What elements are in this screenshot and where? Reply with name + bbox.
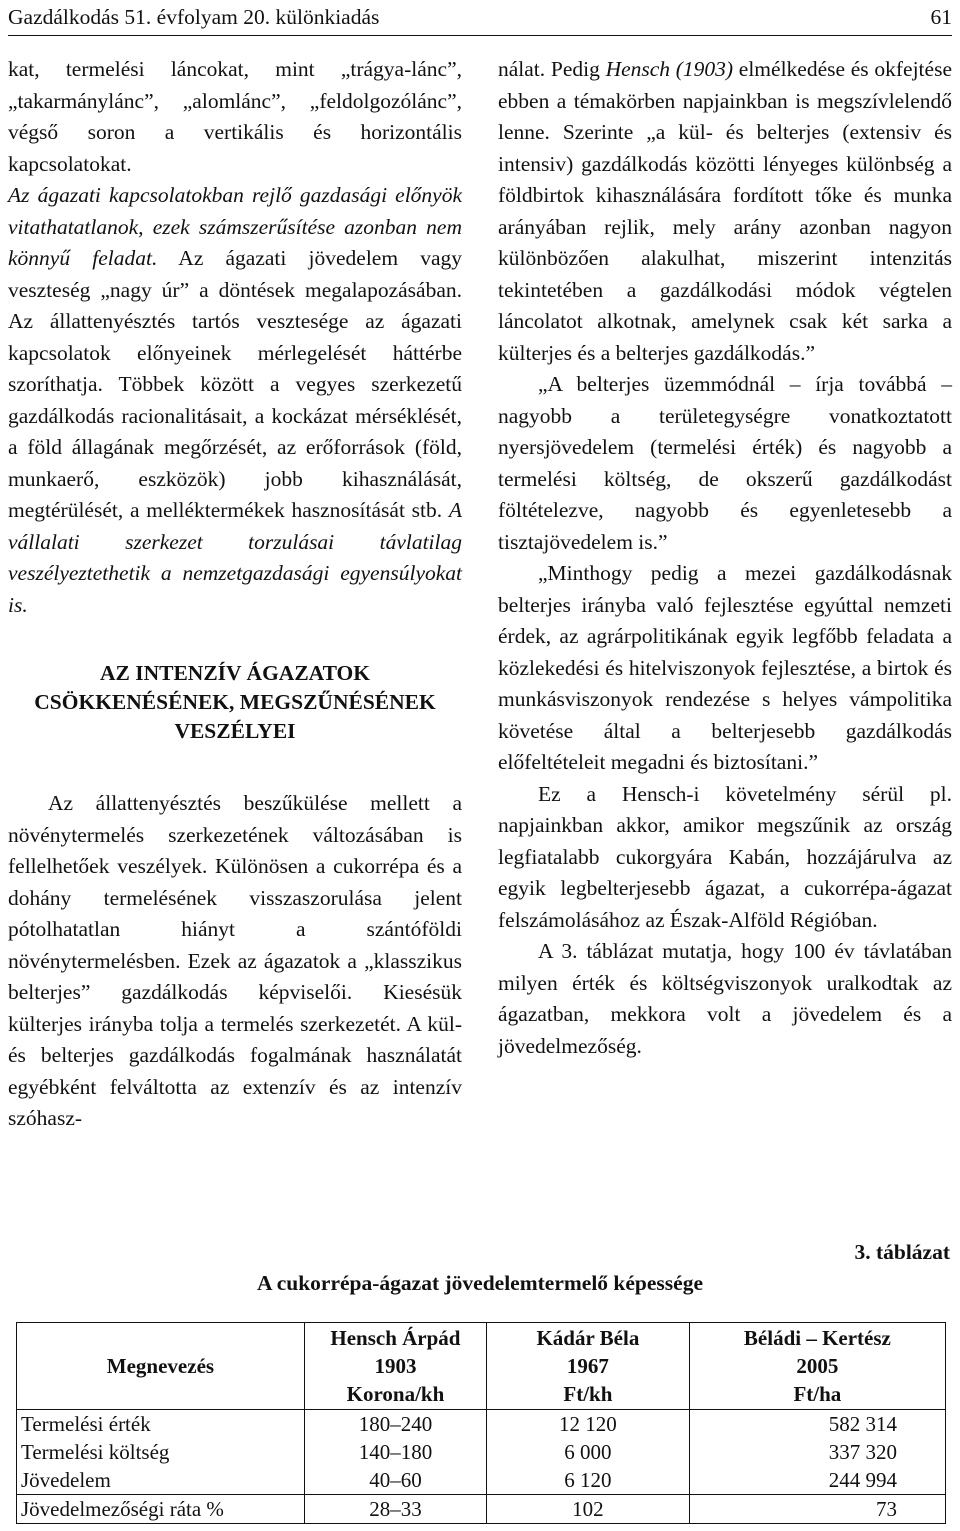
table-number: 3. táblázat	[854, 1240, 950, 1264]
left-p1-italic: Az ágazati kapcsolatokban rejlő gazdasági előnyök vitathatatlanok, ezek számszerűsítése azonban nem könnyű feladat.	[8, 183, 462, 270]
header-hensch	[304, 1323, 486, 1410]
cell-kadar: 12 120	[487, 1410, 690, 1439]
cell-hensch: 40–60	[304, 1466, 486, 1495]
cell-beladi: 582 314	[689, 1410, 945, 1439]
header-hensch-unit: Korona/kh	[346, 1382, 445, 1406]
right-p1-a: nálat. Pedig	[498, 57, 606, 81]
header-beladi	[689, 1323, 945, 1410]
cell-hensch: 180–240	[304, 1410, 486, 1439]
left-column	[8, 54, 462, 1135]
left-p1-italic-end: A vállalati szerkezet torzulásai távlatilag veszélyeztethetik a nemzetgazdasági egyensúlyokat is.	[8, 498, 463, 617]
left-p1-rest: Az ágazati jövedelem vagy veszteség „nagy úr” a döntések megalapozásában. Az állattenyésztés tartós vesztesége az ágazati kapcsolatok előnyeinek mérlegelését háttérbe szoríthatja. Többek között a vegyes szerkezetű gazdálkodás racionalitásait, a kockázat mérséklését, a föld állagának megőrzését, az erőforrások (föld, munkaerő, eszközök) jobb kihasználását, megtérülését, a melléktermékek hasznosítását stb.	[8, 246, 462, 522]
right-paragraph-4: Ez a Hensch-i követelmény sérül pl. napjainkban akkor, amikor megszűnik az ország legfiatalabb cukorgyára Kabán, hozzájárulva az egyik legbelterjesebb ágazat, a cukorrépa-ágazat felszámolásához az Észak-Alföld Régióban.	[498, 781, 952, 932]
header-kadar-name: Kádár Béla	[536, 1326, 640, 1350]
cell-beladi: 73	[689, 1495, 945, 1524]
header-hensch-name: Hensch Árpád	[330, 1326, 461, 1350]
cell-hensch: 140–180	[304, 1438, 486, 1466]
cell-beladi: 244 994	[689, 1466, 945, 1495]
row-label: Jövedelem	[17, 1466, 305, 1495]
cell-hensch: 28–33	[304, 1495, 486, 1524]
header-beladi-year: 2005	[796, 1354, 839, 1378]
left-paragraph-1	[8, 54, 462, 621]
right-p1-b: elmélkedése és okfejtése ebben a témakörben napjainkban is megszívlelendő lenne. Szerinte „a kül- és belterjes (extensiv és intensiv) gazdálkodás közötti lényeges különbség a földbirtok kihasználására fordított tőke és munka arányában rejlik, mely arány azonban nagyon különbözően alakulhat, miszerint intenzitás tekintetében a gazdálkodási módok végtelen láncolatot alkotnak, amelynek csak két sarka a külterjes és a belterjes gazdálkodás.”	[498, 57, 952, 365]
table-row	[17, 1438, 946, 1466]
right-column	[498, 54, 952, 1062]
section-title: AZ INTENZÍV ÁGAZATOK CSÖKKENÉSÉNEK, MEGSZŰNÉSÉNEK VESZÉLYEI	[34, 661, 436, 743]
cell-kadar: 6 000	[487, 1438, 690, 1466]
right-p1-citation: Hensch (1903)	[605, 57, 734, 81]
right-paragraph-3: „Minthogy pedig a mezei gazdálkodásnak belterjes irányba való fejlesztése egyúttal nemzeti érdek, az agrárpolitikának egyik legfőbb feladata a közlekedési és hitelviszonyok fejlesztése, a birtok és munkásviszonyok rendezése s helyes vámpolitika követése által a belterjesebb gazdálkodás előfeltételeit megadni és biztosítani.”	[498, 561, 952, 774]
row-label: Termelési érték	[17, 1410, 305, 1439]
data-table	[16, 1322, 946, 1524]
right-paragraph-2: „A belterjes üzemmódnál – írja továbbá – nagyobb a területegységre vonatkoztatott nyersjövedelem (termelési érték) és nagyobb a termelési költség, de okszerű gazdálkodást föltételezve, nagyobb és egyenletesebb a tisztajövedelem is.”	[498, 372, 952, 554]
cell-kadar: 102	[487, 1495, 690, 1524]
header-kadar	[487, 1323, 690, 1410]
row-label: Jövedelmezőségi ráta %	[17, 1495, 305, 1524]
table-title: A cukorrépa-ágazat jövedelemtermelő képessége	[257, 1271, 703, 1295]
table-row	[17, 1410, 946, 1439]
header-hensch-year: 1903	[374, 1354, 417, 1378]
left-paragraph-2: Az állattenyésztés beszűkülése mellett a növénytermelés szerkezetének változásában is fellelhetőek veszélyek. Különösen a cukorrépa és a dohány termelésének visszaszorulása jelent pótolhatatlan hiányt a szántóföldi növénytermelésben. Ezek az ágazatok a „klasszikus belterjes” gazdálkodás képviselői. Kiesésük külterjes irányba tolja a termelés szerkezetét. A kül- és belterjes gazdálkodás fogalmának használatát egyébként felváltotta az extenzív és az intenzív szóhasz-	[8, 791, 462, 1130]
cell-beladi: 337 320	[689, 1438, 945, 1466]
table-row	[17, 1466, 946, 1495]
journal-title: Gazdálkodás 51. évfolyam 20. különkiadás	[8, 5, 380, 29]
header-kadar-unit: Ft/kh	[563, 1382, 613, 1406]
header-kadar-year: 1967	[566, 1354, 609, 1378]
table-row	[17, 1495, 946, 1524]
page-number: 61	[930, 5, 952, 29]
page-header	[8, 2, 952, 32]
header-beladi-unit: Ft/ha	[793, 1382, 842, 1406]
row-label: Termelési költség	[17, 1438, 305, 1466]
left-p1-text: kat, termelési láncokat, mint „trágya-lánc”, „takarmánylánc”, „alomlánc”, „feldolgozólánc”, végső soron a vertikális és horizontális kapcsolatokat.	[8, 57, 462, 176]
right-paragraph-5: A 3. táblázat mutatja, hogy 100 év távlatában milyen érték és költségviszonyok uralkodtak az ágazatban, mekkora volt a jövedelem és a jövedelmezőség.	[498, 939, 952, 1058]
cell-kadar: 6 120	[487, 1466, 690, 1495]
right-paragraph-1	[498, 54, 952, 369]
table-header-row	[17, 1323, 946, 1410]
header-megnevezes: Megnevezés	[17, 1323, 305, 1410]
header-rule	[8, 35, 952, 36]
header-beladi-name: Béládi – Kertész	[743, 1326, 891, 1350]
